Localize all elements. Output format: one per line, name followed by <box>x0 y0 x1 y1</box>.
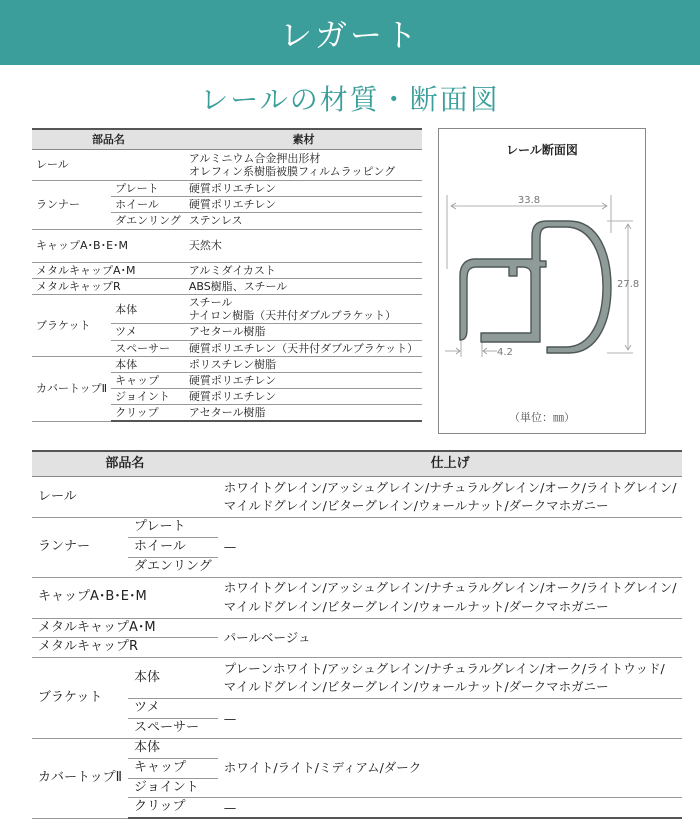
part-name: カバートップⅡ <box>32 356 111 421</box>
sub-part-name: プレート <box>128 518 218 538</box>
material-cell: 硬質ポリエチレン（天井付ダブルブラケット） <box>185 340 422 356</box>
sub-part-name: 本体 <box>111 356 185 372</box>
sub-part-name: 本体 <box>128 738 218 758</box>
sub-part-name: スペーサー <box>128 719 218 739</box>
table-row <box>32 262 422 278</box>
finishes-table <box>32 450 682 819</box>
material-cell: アセタール樹脂 <box>185 405 422 422</box>
finish-line: マイルドグレイン/ビターグレイン/ウォールナット/ダークマホガニー <box>223 679 609 695</box>
header-finish: 仕上げ <box>218 451 683 477</box>
sub-part-name: ホイール <box>111 197 185 213</box>
finish-cell: パールベージュ <box>218 618 683 658</box>
table-row <box>32 477 682 518</box>
part-name: ランナー <box>32 181 111 230</box>
sub-part-name: キャップ <box>128 758 218 778</box>
materials-table <box>32 128 422 422</box>
sub-part-name: スペーサー <box>111 340 185 356</box>
table-row <box>32 181 422 197</box>
material-line: アルミニウム合金押出形材 <box>188 151 321 165</box>
part-name: メタルキャップA･M <box>32 618 218 638</box>
width-label: 33.8 <box>517 195 541 206</box>
material-cell: ポリスチレン樹脂 <box>185 356 422 372</box>
material-cell: アルミダイカスト <box>185 262 422 278</box>
sub-part-name: ツメ <box>128 699 218 719</box>
part-name: メタルキャップA･M <box>32 262 185 278</box>
material-line: ナイロン樹脂（天井付ダブルブラケット） <box>188 309 397 323</box>
part-name: メタルキャップR <box>32 278 185 294</box>
part-name: ランナー <box>32 518 128 578</box>
finish-cell: — <box>218 699 683 739</box>
table-row <box>32 278 422 294</box>
header-material: 素材 <box>185 129 422 150</box>
part-name: キャップA･B･E･M <box>32 577 218 618</box>
rail-profile-drawing <box>439 129 645 433</box>
table-row <box>32 738 682 758</box>
sub-part-name: プレート <box>111 181 185 197</box>
finish-cell <box>218 658 683 699</box>
finish-line: ホワイトグレイン/アッシュグレイン/ナチュラルグレイン/オーク/ライトグレイン/ <box>223 479 677 495</box>
table-row <box>32 618 682 638</box>
finish-line: マイルドグレイン/ビターグレイン/ウォールナット/ダークマホガニー <box>223 498 609 513</box>
finish-line: プレーンホワイト/アッシュグレイン/ナチュラルグレイン/オーク/ライトウッド/ <box>223 661 665 677</box>
material-line: オレフィン系樹脂被膜フィルムラッピング <box>188 165 396 178</box>
finish-cell: — <box>218 518 683 578</box>
sub-part-name: ジョイント <box>111 389 185 405</box>
part-name: ブラケット <box>32 294 111 356</box>
finish-cell <box>218 477 683 518</box>
part-name: レール <box>32 477 218 518</box>
sub-part-name: ダエンリング <box>111 213 185 229</box>
table-row <box>32 150 422 181</box>
sub-part-name: キャップ <box>111 372 185 388</box>
material-cell: 天然木 <box>185 229 422 262</box>
unit-note: （単位：㎜） <box>509 411 575 424</box>
material-cell: 硬質ポリエチレン <box>185 197 422 213</box>
table-row <box>32 798 682 818</box>
height-label: 27.8 <box>617 279 640 290</box>
sub-part-name: ホイール <box>128 537 218 557</box>
table-header-row <box>32 451 682 477</box>
material-cell: ABS樹脂、スチール <box>185 278 422 294</box>
title-banner <box>0 0 700 65</box>
part-name: ブラケット <box>32 658 128 739</box>
table-row <box>32 229 422 262</box>
header-part-name: 部品名 <box>32 129 185 150</box>
table-header-row <box>32 129 422 150</box>
finish-cell: ホワイト/ライト/ミディアム/ダーク <box>218 738 683 798</box>
finish-cell: — <box>218 798 683 818</box>
part-name: キャップA･B･E･M <box>32 229 185 262</box>
rail-cross-section-diagram <box>438 128 646 434</box>
material-cell: アセタール樹脂 <box>185 324 422 340</box>
sub-part-name: クリップ <box>128 798 218 818</box>
material-cell: 硬質ポリエチレン <box>185 372 422 388</box>
part-name: メタルキャップR <box>32 638 218 658</box>
table-row <box>32 658 682 699</box>
material-cell <box>185 294 422 323</box>
sub-part-name: ダエンリング <box>128 557 218 577</box>
table-row <box>32 294 422 323</box>
finish-line: ホワイトグレイン/アッシュグレイン/ナチュラルグレイン/オーク/ライトグレイン/ <box>223 580 677 596</box>
table-row <box>32 577 682 618</box>
sub-part-name: ジョイント <box>128 778 218 798</box>
material-cell <box>185 150 422 181</box>
material-cell: 硬質ポリエチレン <box>185 181 422 197</box>
sub-part-name: ツメ <box>111 324 185 340</box>
part-name: レール <box>32 150 185 181</box>
section-title: レールの材質・断面図 <box>200 83 500 116</box>
finish-cell <box>218 577 683 618</box>
material-cell: ステンレス <box>185 213 422 229</box>
header-part-name: 部品名 <box>32 451 218 477</box>
sub-part-name: クリップ <box>111 405 185 422</box>
rail-profile-shape <box>460 221 611 353</box>
table-row <box>32 699 682 719</box>
sub-part-name: 本体 <box>111 294 185 323</box>
banner-title: レガート <box>279 15 420 54</box>
table-row <box>32 356 422 372</box>
finish-line: マイルドグレイン/ビターグレイン/ウォールナット/ダークマホガニー <box>223 598 609 614</box>
part-name: カバートップⅡ <box>32 738 128 818</box>
diagram-title: レール断面図 <box>506 143 578 157</box>
material-cell: 硬質ポリエチレン <box>185 389 422 405</box>
material-line: スチール <box>188 295 233 309</box>
sub-part-name: 本体 <box>128 658 218 699</box>
gap-label: 4.2 <box>497 347 513 358</box>
table-row <box>32 518 682 538</box>
